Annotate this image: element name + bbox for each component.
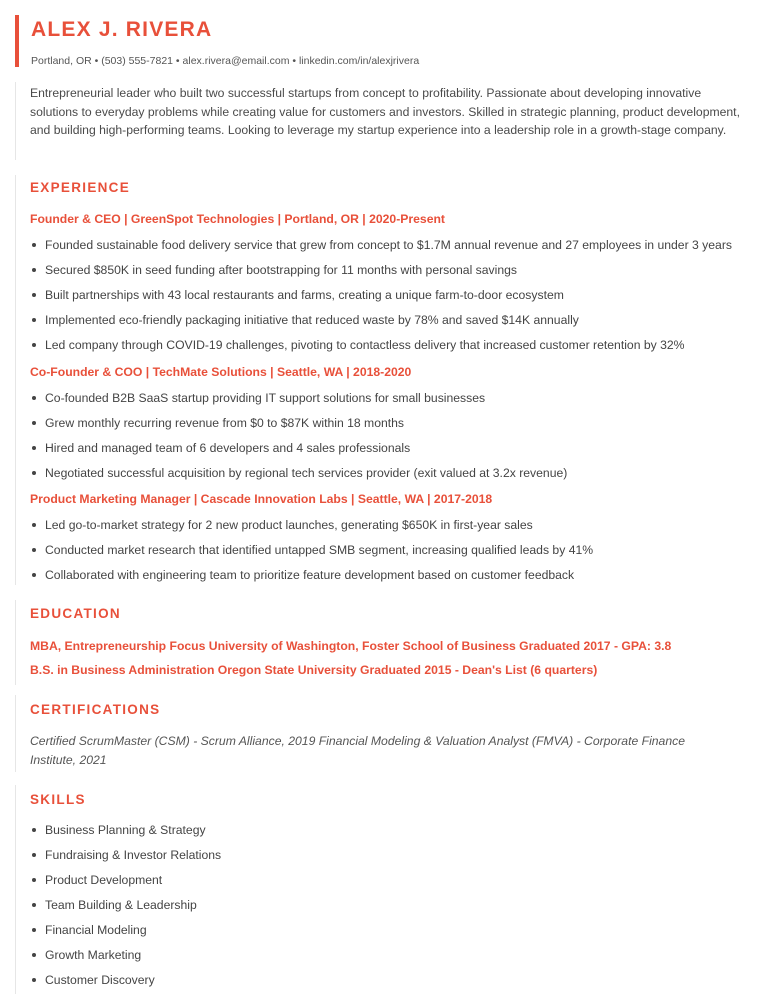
job-bullets bbox=[30, 390, 745, 490]
education-heading: EDUCATION bbox=[30, 606, 121, 621]
skills-section bbox=[15, 785, 750, 994]
job-title: Product Marketing Manager | Cascade Innovation Labs | Seattle, WA | 2017-2018 bbox=[30, 492, 493, 506]
list-item: Business Planning & Strategy bbox=[30, 822, 730, 847]
job-title: Founder & CEO | GreenSpot Technologies | Portland, OR | 2020-Present bbox=[30, 212, 445, 226]
certifications-heading: CERTIFICATIONS bbox=[30, 702, 161, 717]
list-item: Negotiated successful acquisition by regional tech services provider (exit valued at 3.2x revenue) bbox=[30, 465, 745, 490]
certifications-section bbox=[15, 695, 750, 772]
list-item: Founded sustainable food delivery service that grew from concept to $1.7M annual revenue and 27 employees in under 3 years bbox=[30, 237, 745, 262]
certifications-text: Certified ScrumMaster (CSM) - Scrum Alliance, 2019 Financial Modeling & Valuation Analyst (FMVA) - Corporate Finance Institute, 2021 bbox=[30, 734, 685, 767]
list-item: Team Building & Leadership bbox=[30, 897, 730, 922]
list-item: Conducted market research that identified untapped SMB segment, increasing qualified leads by 41% bbox=[30, 542, 745, 567]
degree-entry: B.S. in Business Administration Oregon State University Graduated 2015 - Dean's List (6 quarters) bbox=[30, 663, 598, 677]
experience-heading: EXPERIENCE bbox=[30, 180, 131, 195]
job-bullets bbox=[30, 237, 745, 362]
summary-section bbox=[15, 82, 750, 160]
list-item: Product Development bbox=[30, 872, 730, 897]
list-item: Led company through COVID-19 challenges, pivoting to contactless delivery that increased customer retention by 32% bbox=[30, 337, 745, 362]
education-section bbox=[15, 600, 750, 685]
skills-heading: SKILLS bbox=[30, 792, 86, 807]
list-item: Fundraising & Investor Relations bbox=[30, 847, 730, 872]
candidate-name: ALEX J. RIVERA bbox=[31, 18, 213, 41]
list-item: Implemented eco-friendly packaging initiative that reduced waste by 78% and saved $14K annually bbox=[30, 312, 745, 337]
summary-text: Entrepreneurial leader who built two successful startups from concept to profitability. Passionate about developing innovative solutions to everyday problems while creating value for customers and investors. Skilled in strategic planning, product development, and building high-performing teams. Looking to leverage my startup experience into a leadership role in a growth-stage company. bbox=[30, 86, 740, 137]
job-bullets bbox=[30, 517, 745, 592]
degree-entry: MBA, Entrepreneurship Focus University of Washington, Foster School of Business Graduated 2017 - GPA: 3.8 bbox=[30, 639, 672, 653]
list-item: Built partnerships with 43 local restaurants and farms, creating a unique farm-to-door ecosystem bbox=[30, 287, 745, 312]
list-item: Secured $850K in seed funding after bootstrapping for 11 months with personal savings bbox=[30, 262, 745, 287]
list-item: Hired and managed team of 6 developers and 4 sales professionals bbox=[30, 440, 745, 465]
contact-line: Portland, OR • (503) 555-7821 • alex.rivera@email.com • linkedin.com/in/alexjrivera bbox=[31, 55, 420, 67]
list-item: Financial Modeling bbox=[30, 922, 730, 947]
list-item: Growth Marketing bbox=[30, 947, 730, 972]
skills-list bbox=[30, 822, 730, 997]
experience-section bbox=[15, 175, 750, 585]
job-title: Co-Founder & COO | TechMate Solutions | Seattle, WA | 2018-2020 bbox=[30, 365, 412, 379]
list-item: Grew monthly recurring revenue from $0 to $87K within 18 months bbox=[30, 415, 745, 440]
list-item: Customer Discovery bbox=[30, 972, 730, 997]
list-item: Led go-to-market strategy for 2 new product launches, generating $650K in first-year sales bbox=[30, 517, 745, 542]
resume-header bbox=[15, 15, 731, 67]
list-item: Collaborated with engineering team to prioritize feature development based on customer feedback bbox=[30, 567, 745, 592]
list-item: Co-founded B2B SaaS startup providing IT support solutions for small businesses bbox=[30, 390, 745, 415]
